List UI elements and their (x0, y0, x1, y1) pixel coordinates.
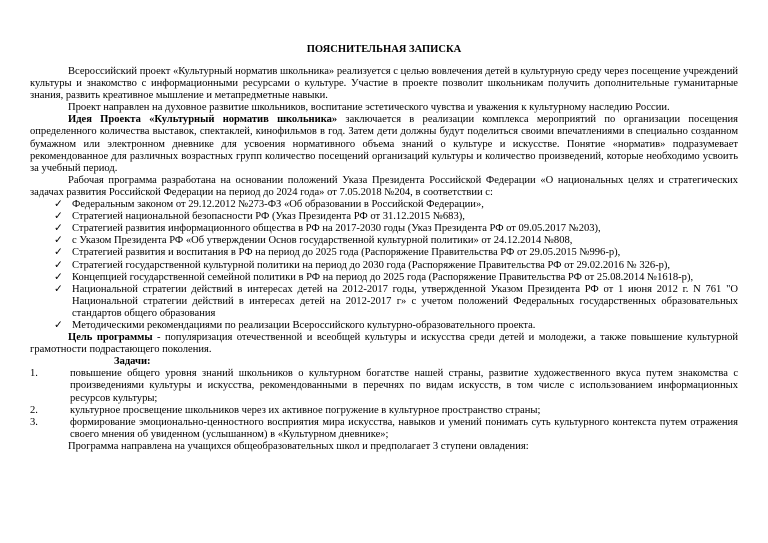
task-text: культурное просвещение школьников через их активное погружение в культурное пространство страны; (70, 404, 541, 416)
check-mark-icon: ✓ (54, 199, 63, 211)
list-item (30, 417, 738, 441)
idea-label: Идея Проекта «Культурный норматив школьника» (68, 114, 338, 126)
task-text: повышение общего уровня знаний школьников о культурном богатстве нашей страны, развитие художественного вкуса путем знакомства с произведениями культуры и искусства, рекомендованными в перечнях по видам искусств, в том числе с использованием информационных ресурсов культуры; (70, 368, 738, 404)
goal-paragraph (30, 332, 738, 356)
check-mark-icon: ✓ (54, 283, 63, 295)
list-item (30, 405, 738, 417)
goal-label: Цель программы (68, 332, 153, 344)
list-item: ✓ Национальной стратегии действий в интересах детей на 2012-2017 годы, утвержденной Указом Президента РФ от 1 июня 2012 г. N 761 "О Национальной стратегии действий в интересах детей на 2012-2017 г» с учетом положений Федеральных государственных образовательных стандартов общего образования (54, 283, 738, 319)
tasks-heading: Задачи: (114, 356, 151, 368)
check-mark-icon: ✓ (54, 247, 63, 259)
list-item: ✓ Стратегией развития и воспитания в РФ на период до 2025 года (Распоряжение Правительства РФ от 29.05.2015 №996-р), (54, 247, 621, 259)
list-item: ✓ Концепцией государственной семейной политики в РФ на период до 2025 года (Распоряжение Правительства РФ от 25.08.2014 №1618-р), (54, 271, 694, 283)
documents-list (30, 199, 738, 332)
goal-text: - популяризация отечественной и всеобщей культуры и искусства среди детей и молодежи, а также повышение культурной грамотности подрастающего поколения. (30, 332, 739, 356)
list-item (30, 368, 738, 404)
task-number: 3. (30, 416, 38, 428)
closing-paragraph: Программа направлена на учащихся общеобразовательных школ и предполагает 3 ступени овладения: (68, 440, 529, 452)
check-mark-icon: ✓ (54, 211, 63, 223)
list-item: ✓ Стратегией национальной безопасности РФ (Указ Президента РФ от 31.12.2015 №683), (54, 211, 465, 223)
aim-paragraph: Проект направлен на духовное развитие школьников, воспитание эстетического чувства и уважения к культурному наследию России. (68, 102, 670, 114)
page-title: ПОЯСНИТЕЛЬНАЯ ЗАПИСКА (306, 44, 462, 55)
task-text: формирование эмоционально-ценностного восприятия мира искусства, навыков и умений понимать суть культурного контекста путем отражения своего мнения об увиденном (услышанном) в «Культурном дневнике»; (70, 416, 738, 440)
tasks-list (30, 368, 738, 441)
basis-paragraph: Рабочая программа разработана на основании положений Указа Президента Российской Федерации «О национальных целях и стратегических задачах развития Российской Федерации на период до 2024 года» от 7.05.2018 №204, в соответствии с: (30, 174, 738, 198)
list-item: ✓ Методическими рекомендациями по реализации Всероссийского культурно-образовательного проекта. (54, 319, 536, 331)
idea-paragraph (30, 114, 738, 174)
intro-paragraph: Всероссийский проект «Культурный норматив школьника» реализуется с целью вовлечения детей в культурную среду через посещение учреждений культуры и знакомство с информационными ресурсами о культуре. Участие в проекте позволит школьникам получить дополнительные гуманитарные знания, развить креативное мышление и метапредметные навыки. (30, 66, 738, 102)
check-mark-icon: ✓ (54, 223, 63, 235)
task-number: 2. (30, 404, 38, 416)
list-item: ✓ с Указом Президента РФ «Об утверждении Основ государственной культурной политики» от 24.12.2014 №808, (54, 235, 573, 247)
list-item: ✓ Стратегией государственной культурной политики на период до 2030 года (Распоряжение Правительства РФ от 29.02.2016 № 326-р), (54, 259, 671, 271)
list-item: ✓ Федеральным законом от 29.12.2012 №273-ФЗ «Об образовании в Российской Федерации», (54, 199, 484, 211)
check-mark-icon: ✓ (54, 319, 63, 331)
task-number: 1. (30, 368, 38, 380)
check-mark-icon: ✓ (54, 235, 63, 247)
check-mark-icon: ✓ (54, 271, 63, 283)
idea-text: заключается в реализации комплекса мероприятий по организации посещения определенного количества выставок, спектаклей, кинофильмов в год. Затем дети должны будут поделиться своими впечатлениями в специально созданном бумажном или электронном дневнике для усвоения нормативного объема знаний о культуре и искусстве. Понятие «норматив» подразумевает рекомендованное для различных возрастных групп количество посещений организаций культуры и количество произведений, которые необходимо усвоить за учебный период. (30, 114, 738, 174)
check-mark-icon: ✓ (54, 259, 63, 271)
list-item: ✓ Стратегией развития информационного общества в РФ на 2017-2030 годы (Указ Президента РФ от 09.05.2017 №203), (54, 223, 601, 235)
